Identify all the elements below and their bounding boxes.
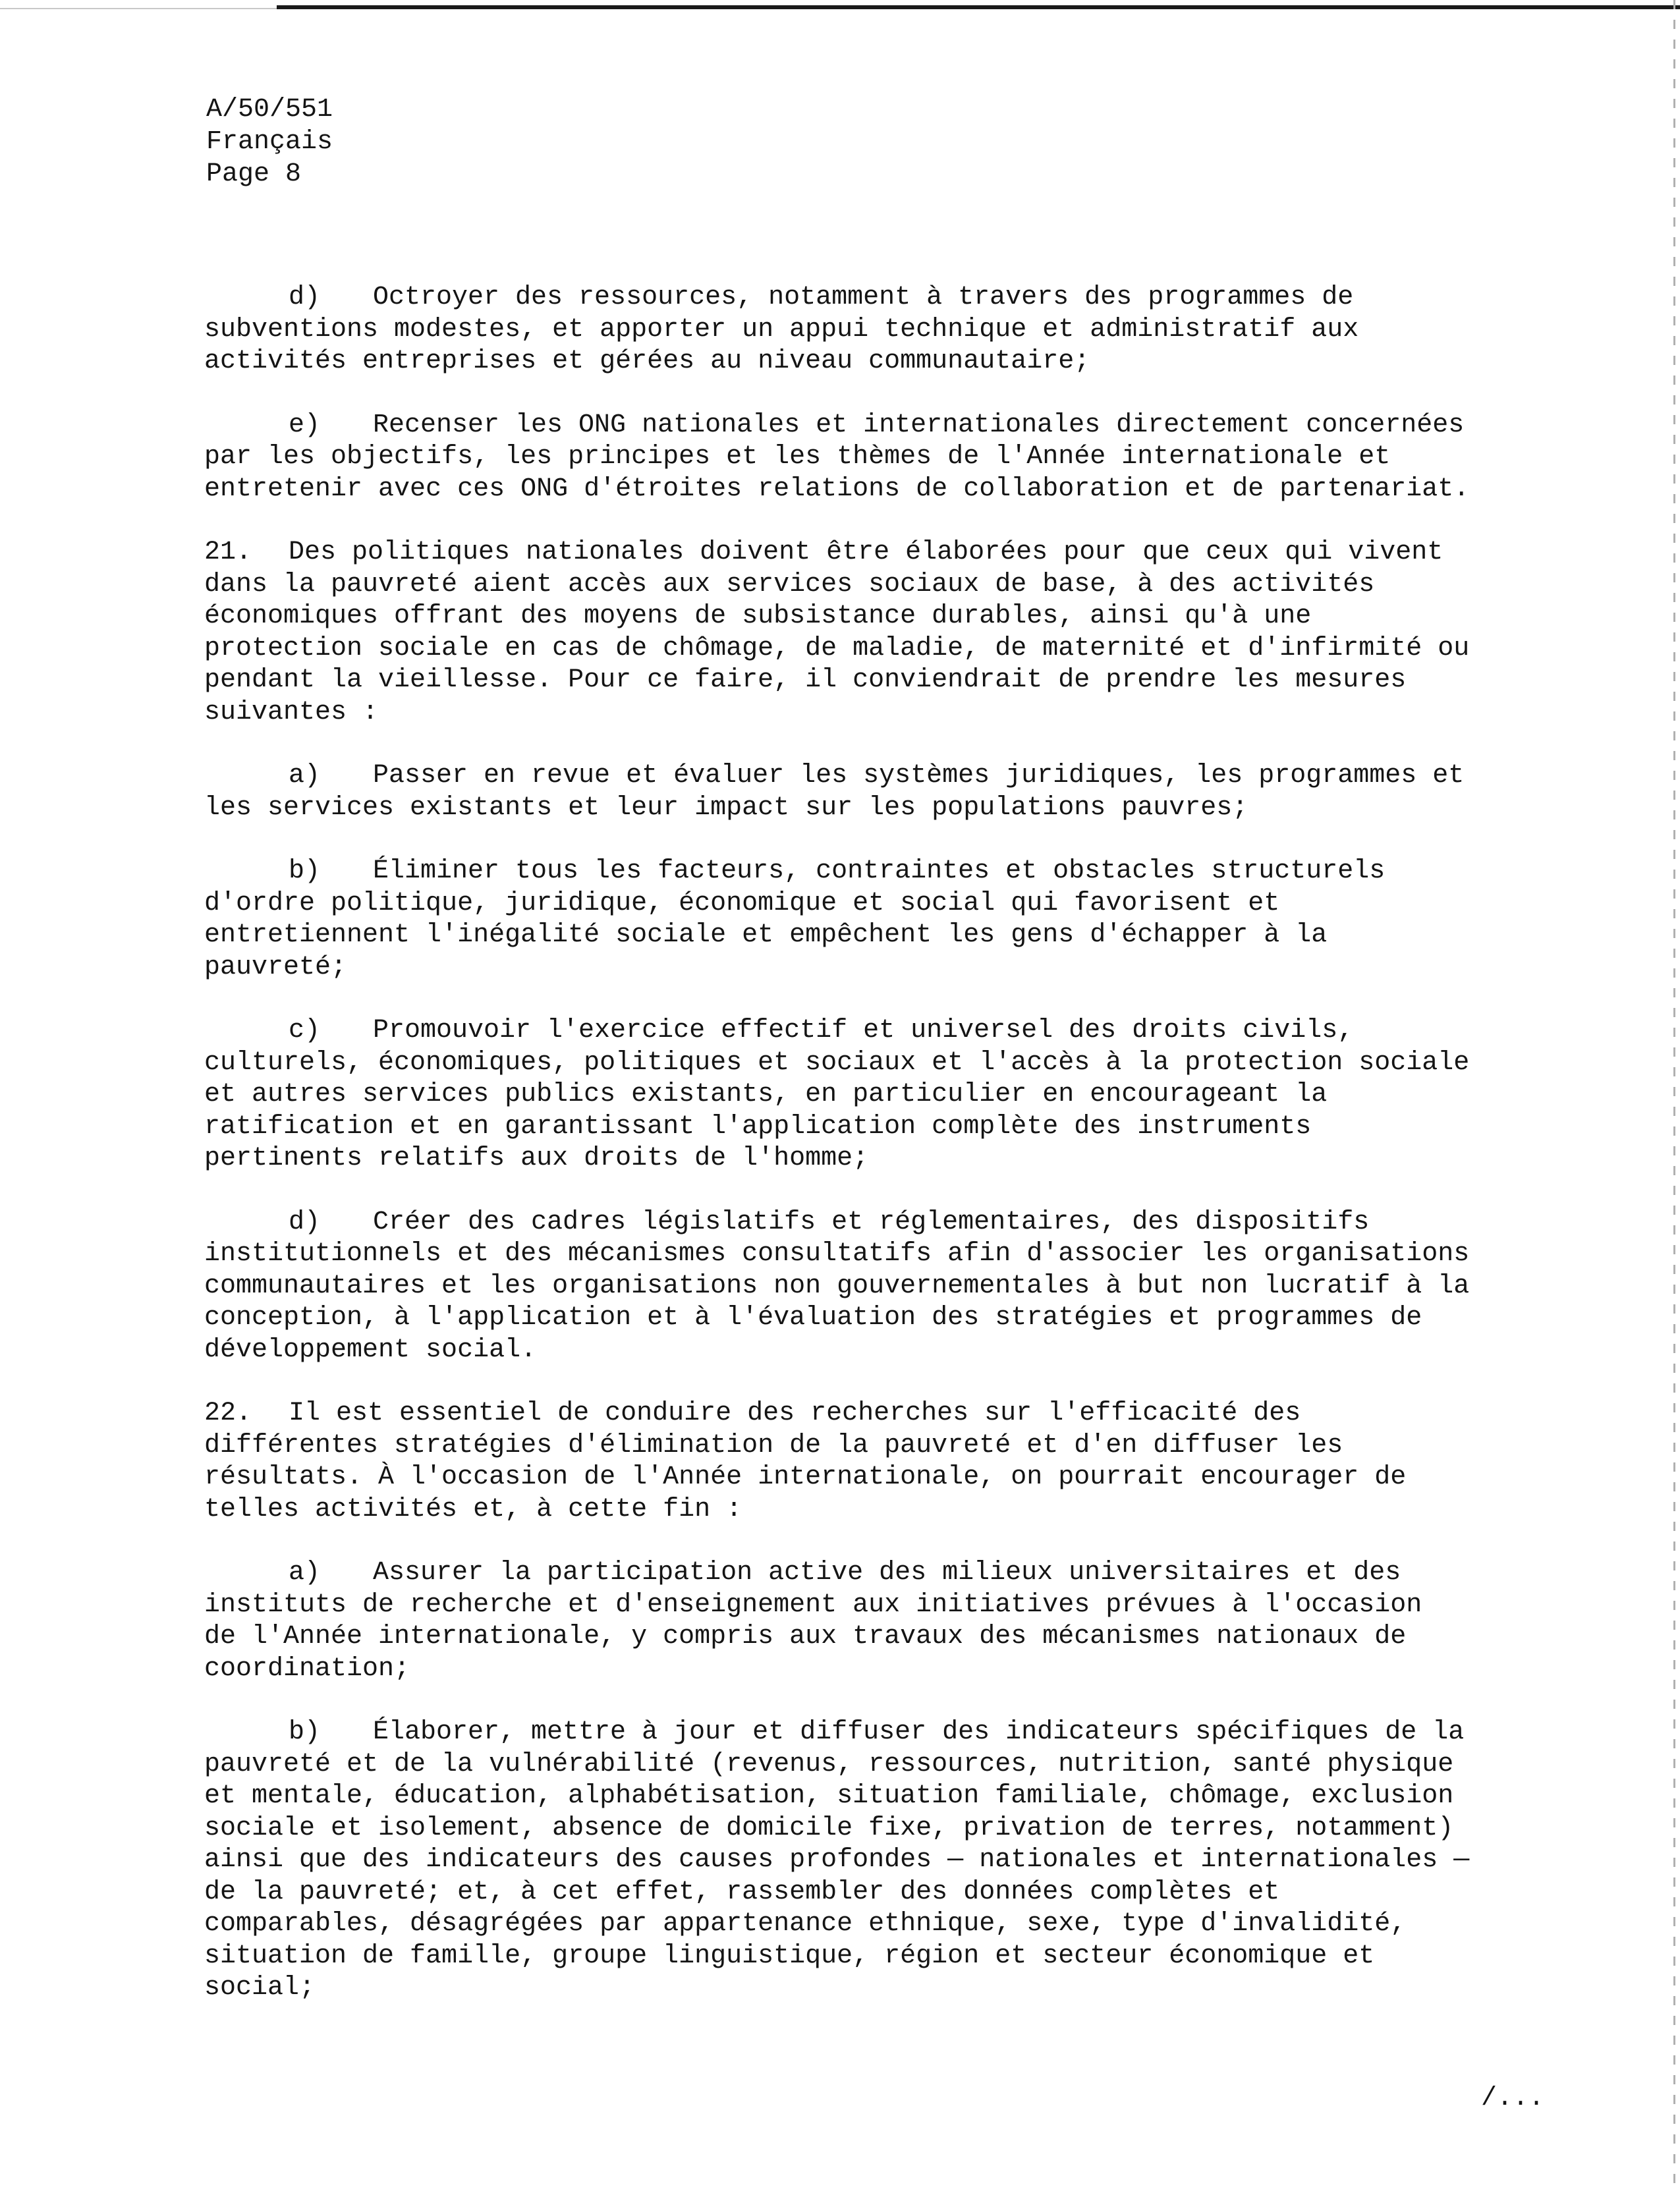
paragraph-text: Il est essentiel de conduire des recherches sur l'efficacité des différentes stratégies d'élimination de la pauvreté et d'en diffuser les résultats. À l'occasion de l'Année internationale, on pourrait encourager de telles activités et, à cette fin : (204, 1399, 1407, 1524)
paragraph-22 (204, 1398, 1561, 1526)
paragraph-21 (204, 537, 1561, 729)
paragraph-20e (204, 410, 1561, 506)
paragraph-21b (204, 856, 1561, 984)
scan-rule-faint (0, 8, 277, 9)
paragraph-label: 22. (204, 1399, 252, 1428)
paragraph-text: Promouvoir l'exercice effectif et universel des droits civils, culturels, économiques, politiques et sociaux et l'accès à la protection sociale et autres services publics existants, en particulier en encourageant la ratification et en garantissant l'application complète des instruments pertinents relatifs aux droits de l'homme; (204, 1016, 1470, 1173)
paragraph-text: Créer des cadres législatifs et réglementaires, des dispositifs institutionnels et des mécanismes consultatifs afin d'associer les organisations communautaires et les organisations non gouvernementales à but non lucratif à la conception, à l'application et à l'évaluation des stratégies et programmes de développement social. (204, 1207, 1470, 1365)
document-symbol: A/50/551 (206, 95, 333, 125)
paragraph-21c (204, 1015, 1561, 1175)
paragraph-22b (204, 1717, 1561, 2005)
paragraph-text: Des politiques nationales doivent être élaborées pour que ceux qui vivent dans la pauvreté aient accès aux services sociaux de base, à des activités économiques offrant des moyens de subsistance durables, ainsi qu'à une protection sociale en cas de chômage, de maladie, de maternité et d'infirmité ou pendant la vieillesse. Pour ce faire, il conviendrait de prendre les mesures suivantes : (204, 538, 1470, 727)
continuation-mark: /... (1481, 2084, 1545, 2113)
paragraph-text: Recenser les ONG nationales et internationales directement concernées par les objectifs, les principes et les thèmes de l'Année internationale et entretenir avec ces ONG d'étroites relations de collaboration et de partenariat. (204, 410, 1470, 504)
paragraph-label: a) (289, 761, 321, 791)
paragraph-label: b) (289, 1717, 321, 1747)
paragraph-text: Assurer la participation active des milieux universitaires et des instituts de recherche et d'enseignement aux initiatives prévues à l'occasion de l'Année internationale, y compris aux travaux des mécanismes nationaux de coordination; (204, 1558, 1422, 1684)
paragraph-label: d) (289, 1207, 321, 1237)
paragraph-label: c) (289, 1016, 321, 1045)
paragraph-label: b) (289, 856, 321, 886)
scan-top-rule (277, 5, 1680, 9)
paragraph-21a (204, 760, 1561, 824)
paragraph-label: 21. (204, 538, 252, 567)
paragraph-21d (204, 1207, 1561, 1367)
paragraph-text: Octroyer des ressources, notamment à travers des programmes de subventions modestes, et apporter un appui technique et administratif aux activités entreprises et gérées au niveau communautaire; (204, 283, 1359, 376)
paragraph-label: d) (289, 283, 321, 312)
document-body (204, 282, 1561, 2036)
document-header (206, 94, 333, 190)
scan-right-edge (1673, 0, 1675, 2193)
paragraph-text: Éliminer tous les facteurs, contraintes et obstacles structurels d'ordre politique, juridique, économique et social qui favorisent et entretiennent l'inégalité sociale et empêchent les gens d'échapper à la pauvreté; (204, 856, 1386, 982)
document-language: Français (206, 127, 333, 157)
page-number: Page 8 (206, 159, 302, 189)
paragraph-22a (204, 1557, 1561, 1685)
paragraph-text: Élaborer, mettre à jour et diffuser des indicateurs spécifiques de la pauvreté et de la vulnérabilité (revenus, ressources, nutrition, santé physique et mentale, éducation, alphabétisation, situation familiale, chômage, exclusion sociale et isolement, absence de domicile fixe, privation de terres, notamment) ainsi que des indicateurs des causes profondes — nationales et internationales — de la pauvreté; et, à cet effet, rassembler des données complètes et comparables, désagrégées par appartenance ethnique, sexe, type d'invalidité, situation de famille, groupe linguistique, région et secteur économique et social; (204, 1717, 1470, 2003)
paragraph-label: e) (289, 410, 321, 440)
paragraph-text: Passer en revue et évaluer les systèmes juridiques, les programmes et les services existants et leur impact sur les populations pauvres; (204, 761, 1465, 823)
paragraph-20d (204, 282, 1561, 378)
paragraph-label: a) (289, 1558, 321, 1588)
